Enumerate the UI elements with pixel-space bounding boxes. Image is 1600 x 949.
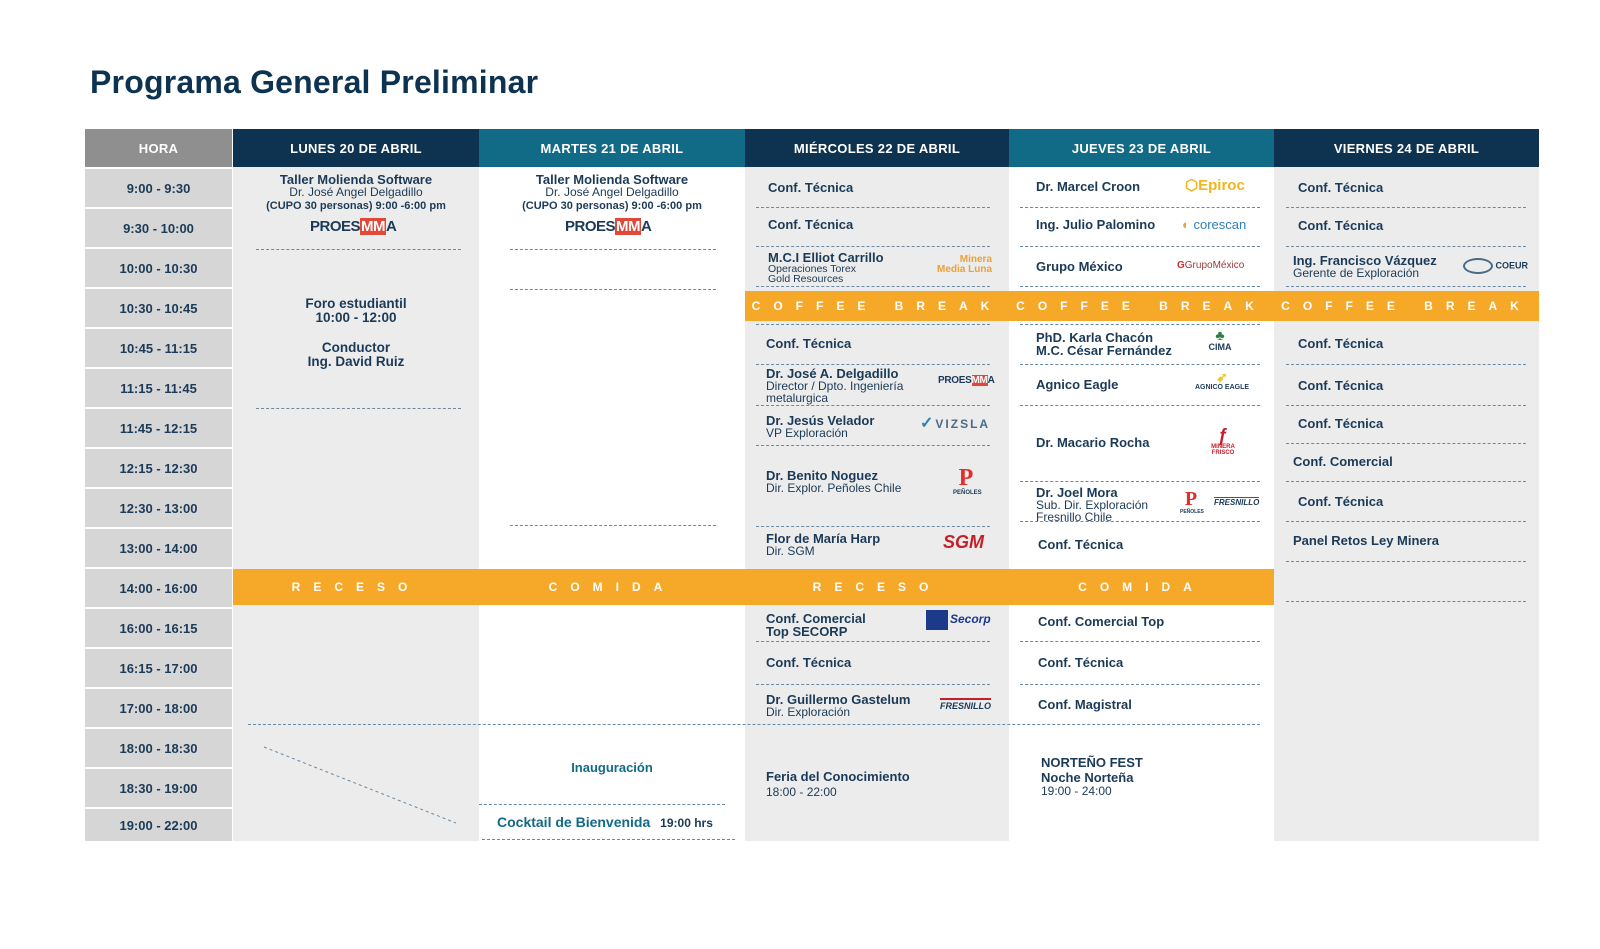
event-guillermo-gastelum: Dr. Guillermo Gastelum Dir. Exploración <box>766 692 911 719</box>
foro-time: 10:00 - 12:00 <box>315 310 397 325</box>
inauguracion: Inauguración <box>571 760 653 775</box>
event-conf-tecnica: Conf. Técnica <box>1038 655 1124 670</box>
minera-media-luna-logo: Minera Media Luna <box>937 254 993 275</box>
grupo-mexico-logo: GGrupoMéxico <box>1177 260 1245 271</box>
time-slot: 12:15 - 12:30 <box>85 449 232 487</box>
divider <box>756 207 990 208</box>
event-flor-harp: Flor de María Harp Dir. SGM <box>766 531 881 558</box>
header-hora: HORA <box>85 129 232 167</box>
divider <box>510 525 716 526</box>
header-viernes: VIERNES 24 DE ABRIL <box>1274 129 1539 167</box>
penoles-logo: P PEÑOLES <box>953 465 982 496</box>
speaker-name: Dr. Benito Noguez <box>766 468 878 483</box>
time-slot: 9:30 - 10:00 <box>85 209 232 247</box>
divider <box>1020 207 1260 208</box>
time-slot: 10:00 - 10:30 <box>85 249 232 287</box>
fresnillo-logo: FRESNILLO <box>940 698 991 711</box>
penoles-p-icon: P <box>958 465 974 491</box>
divider <box>1286 561 1526 562</box>
time-slot: 18:00 - 18:30 <box>85 729 232 767</box>
event-conf-tecnica: Conf. Técnica <box>1298 180 1384 195</box>
divider <box>756 246 990 247</box>
coeur-logo: COEUR <box>1463 258 1528 274</box>
divider <box>756 526 990 527</box>
lunes-column <box>233 167 479 841</box>
lunes-taller <box>233 173 479 212</box>
time-slot: 9:00 - 9:30 <box>85 169 232 207</box>
divider <box>1020 641 1260 642</box>
event-conf-tecnica: Conf. Técnica <box>1298 494 1384 509</box>
event-julio-palomino: Ing. Julio Palomino <box>1036 217 1156 232</box>
proesmma-logo: PROESMMA <box>310 218 397 235</box>
page-title: Programa General Preliminar <box>90 64 539 100</box>
header-martes: MARTES 21 DE ABRIL <box>479 129 745 167</box>
divider <box>756 641 990 642</box>
time-slot: 16:00 - 16:15 <box>85 609 232 647</box>
time-slot: 11:45 - 12:15 <box>85 409 232 447</box>
speaker-name: Flor de María Harp <box>766 531 881 546</box>
taller-title: Taller Molienda Software <box>535 172 689 187</box>
comida-martes: COMIDA <box>548 580 676 594</box>
time-slot: 11:15 - 11:45 <box>85 369 232 407</box>
event-jose-delgadillo: Dr. José A. Delgadillo Director / Dpto. Ingeniería metalurgica <box>766 366 904 405</box>
event-conf-tecnica: Conf. Técnica <box>768 180 854 195</box>
taller-speaker: Dr. José Angel Delgadillo <box>289 185 423 199</box>
event-karla-chacon: PhD. Karla Chacón M.C. César Fernández <box>1036 330 1172 358</box>
event-elliot-carrillo: M.C.I Elliot Carrillo Operaciones Torex Gold Resources <box>768 250 884 285</box>
vizsla-mark-icon: ✓ <box>920 415 936 432</box>
grupo-mexico-mark-icon: G <box>1177 260 1185 271</box>
agnico-eagle-logo: ➶ AGNICO EAGLE <box>1192 370 1252 391</box>
time-slot: 18:30 - 19:00 <box>85 769 232 807</box>
agnico-mark-icon: ➶ <box>1216 369 1228 385</box>
divider <box>756 405 990 406</box>
speaker-name: M.C.I Elliot Carrillo <box>768 250 884 265</box>
divider <box>1286 286 1526 287</box>
divider <box>1020 684 1260 685</box>
event-conf-tecnica: Conf. Técnica <box>768 217 854 232</box>
divider <box>479 804 725 805</box>
divider <box>256 249 461 250</box>
secorp-logo: Secorp <box>926 610 991 630</box>
header-lunes: LUNES 20 DE ABRIL <box>233 129 479 167</box>
divider <box>1020 324 1260 325</box>
divider <box>1020 246 1260 247</box>
conductor-name: Ing. David Ruiz <box>307 354 405 369</box>
time-slot: 12:30 - 13:00 <box>85 489 232 527</box>
event-francisco-vazquez: Ing. Francisco Vázquez Gerente de Exploración <box>1293 253 1437 280</box>
coffee-break-viernes: COFFEE BREAK <box>1281 299 1532 313</box>
time-slot: 10:30 - 10:45 <box>85 289 232 327</box>
divider <box>1286 207 1526 208</box>
divider <box>756 364 990 365</box>
vizsla-logo: ✓VIZSLA <box>920 415 991 432</box>
divider <box>1286 601 1526 602</box>
receso-lunes: RECESO <box>291 580 421 594</box>
time-slot: 17:00 - 18:00 <box>85 689 232 727</box>
event-panel-ley-minera: Panel Retos Ley Minera <box>1293 533 1439 548</box>
event-jesus-velador: Dr. Jesús Velador VP Exploración <box>766 413 875 440</box>
foro-title: Foro estudiantil <box>305 296 407 311</box>
divider <box>1286 246 1526 247</box>
event-agnico-eagle: Agnico Eagle <box>1036 377 1119 392</box>
event-conf-comercial: Conf. Comercial <box>1293 454 1393 469</box>
minera-frisco-logo: ƒ MINERA FRISCO <box>1201 426 1245 456</box>
penoles-logo: P PEÑOLES <box>1180 488 1204 515</box>
conductor-label: Conductor <box>321 340 391 355</box>
taller-cupo: (CUPO 30 personas) 9:00 -6:00 pm <box>522 200 702 212</box>
frisco-mark-icon: ƒ <box>1217 425 1228 445</box>
time-slot: 16:15 - 17:00 <box>85 649 232 687</box>
speaker-name: Dr. José A. Delgadillo <box>766 366 899 381</box>
divider <box>1286 364 1526 365</box>
taller-cupo: (CUPO 30 personas) 9:00 -6:00 pm <box>266 200 446 212</box>
divider <box>510 289 716 290</box>
foro-estudiantil <box>233 297 479 369</box>
event-marcel-croon: Dr. Marcel Croon <box>1036 179 1141 194</box>
event-joel-mora: Dr. Joel Mora Sub. Dir. Exploración Fresnillo Chile <box>1036 485 1149 524</box>
event-conf-tecnica: Conf. Técnica <box>1038 537 1124 552</box>
event-conf-tecnica: Conf. Técnica <box>1298 416 1384 431</box>
divider <box>756 324 990 325</box>
taller-title: Taller Molienda Software <box>279 172 433 187</box>
coeur-mark-icon <box>1463 258 1493 274</box>
divider <box>482 839 735 840</box>
penoles-p-icon: P <box>1184 488 1198 510</box>
divider <box>1286 521 1526 522</box>
divider <box>756 684 990 685</box>
header-jueves: JUEVES 23 DE ABRIL <box>1009 129 1274 167</box>
corescan-mark-icon: ◐ <box>1182 217 1190 232</box>
divider <box>1286 481 1526 482</box>
event-conf-tecnica: Conf. Técnica <box>1298 336 1384 351</box>
event-macario-rocha: Dr. Macario Rocha <box>1036 435 1150 450</box>
epiroc-logo: ⬡Epiroc <box>1185 177 1245 194</box>
cima-logo: ♣ CIMA <box>1202 328 1238 352</box>
fresnillo-logo: FRESNILLO <box>1214 498 1260 507</box>
divider <box>1020 521 1260 522</box>
speaker-name: Dr. Guillermo Gastelum <box>766 692 911 707</box>
time-slot: 19:00 - 22:00 <box>85 809 232 841</box>
event-conf-tecnica: Conf. Técnica <box>766 336 852 351</box>
epiroc-mark-icon: ⬡ <box>1185 177 1199 194</box>
comida-jueves: COMIDA <box>1078 580 1205 594</box>
event-secorp: Conf. Comercial Top SECORP <box>766 611 866 639</box>
event-norteno-fest: NORTEÑO FEST Noche Norteña 19:00 - 24:00 <box>1041 755 1143 798</box>
diagonal-line <box>260 745 460 825</box>
sgm-logo: SGM <box>943 532 985 552</box>
time-slot: 13:00 - 14:00 <box>85 529 232 567</box>
coffee-break-miercoles: COFFEE BREAK <box>751 299 1003 313</box>
divider <box>510 249 716 250</box>
event-conf-magistral: Conf. Magistral <box>1038 697 1132 712</box>
cocktail: Cocktail de Bienvenida 19:00 hrs <box>497 814 713 830</box>
divider <box>1020 481 1260 482</box>
time-slot: 10:45 - 11:15 <box>85 329 232 367</box>
divider <box>756 286 990 287</box>
event-grupo-mexico: Grupo México <box>1036 259 1123 274</box>
proesmma-logo: PROESMMA <box>565 218 652 235</box>
time-slot: 14:00 - 16:00 <box>85 569 232 607</box>
divider <box>756 445 990 446</box>
event-conf-tecnica: Conf. Técnica <box>1298 378 1384 393</box>
event-conf-tecnica: Conf. Técnica <box>766 655 852 670</box>
receso-miercoles: RECESO <box>812 580 942 594</box>
divider <box>256 408 461 409</box>
divider <box>1020 405 1260 406</box>
event-conf-comercial-top: Conf. Comercial Top <box>1038 614 1165 629</box>
corescan-logo: ◐ corescan <box>1182 217 1247 232</box>
speaker-name: Dr. Jesús Velador <box>766 413 875 428</box>
coffee-break-jueves: COFFEE BREAK <box>1016 299 1267 313</box>
martes-column <box>479 167 745 841</box>
divider <box>1286 405 1526 406</box>
divider <box>1286 443 1526 444</box>
martes-taller <box>479 173 745 212</box>
header-miercoles: MIÉRCOLES 22 DE ABRIL <box>745 129 1009 167</box>
divider <box>248 724 1260 725</box>
divider <box>1020 286 1260 287</box>
cima-mark-icon: ♣ <box>1215 327 1225 343</box>
proesmma-logo: PROESMMA <box>938 375 995 386</box>
secorp-mark-icon <box>926 610 948 630</box>
event-benito-noguez: Dr. Benito Noguez Dir. Explor. Peñoles Chile <box>766 468 902 495</box>
event-feria: Feria del Conocimiento 18:00 - 22:00 <box>766 769 910 799</box>
event-conf-tecnica: Conf. Técnica <box>1298 218 1384 233</box>
divider <box>1020 364 1260 365</box>
taller-speaker: Dr. José Angel Delgadillo <box>545 185 679 199</box>
